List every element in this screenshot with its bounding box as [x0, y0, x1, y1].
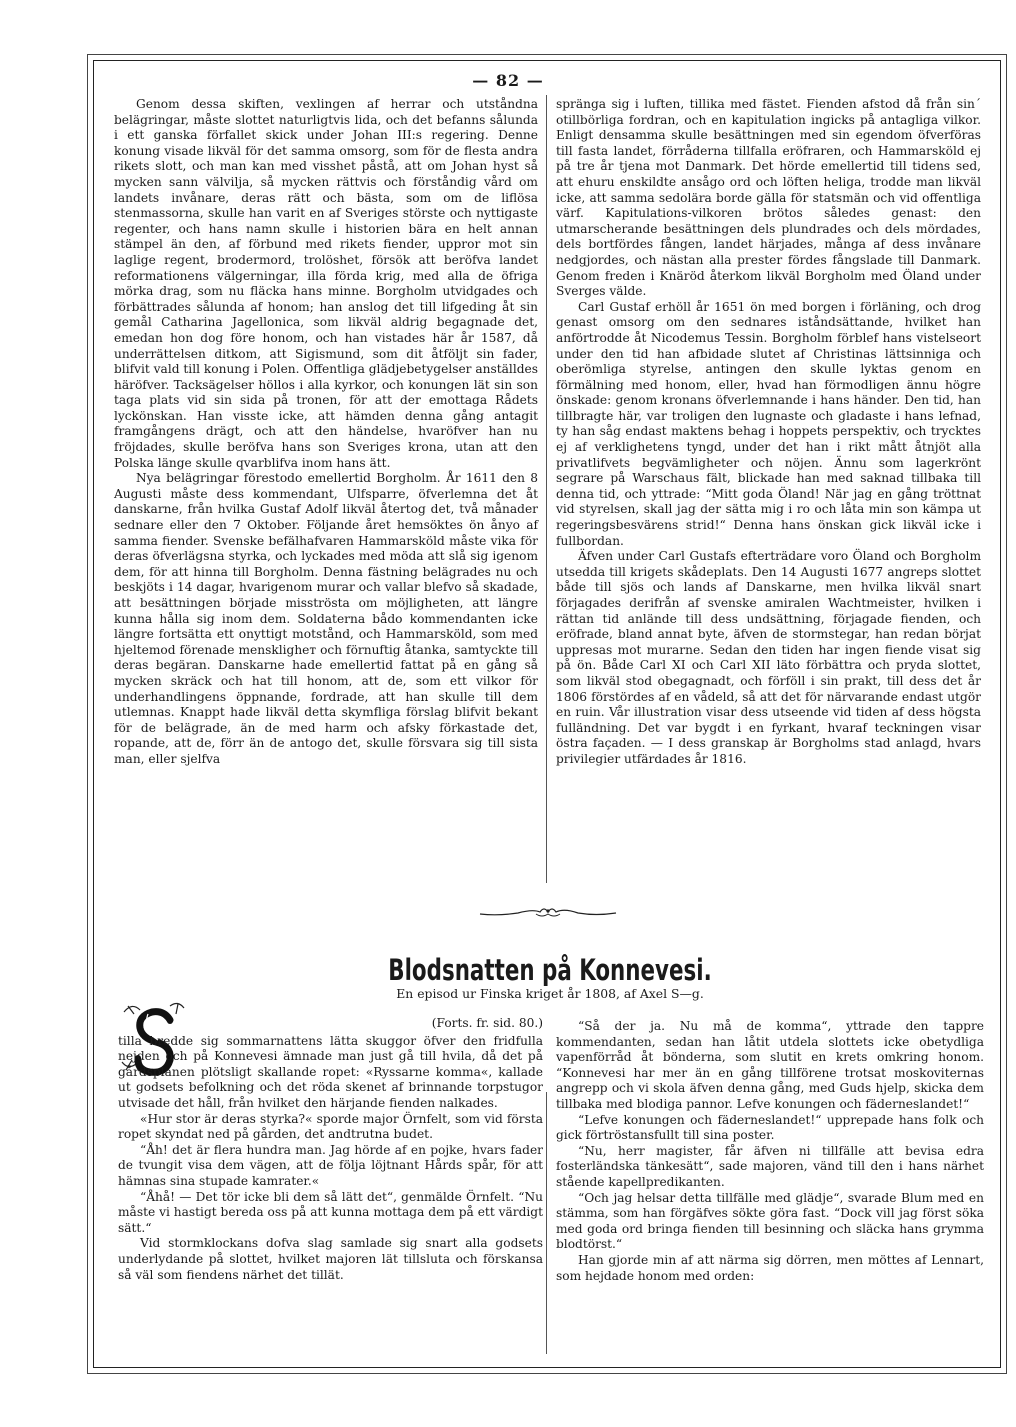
paragraph: “Lefve konungen och fäderneslandet!“ upprepade hans folk och gick förtröstansfullt till sina poster. — [556, 1112, 984, 1143]
page-number: — 82 — — [472, 71, 544, 90]
story-byline: En episod ur Finska kriget år 1808, af Axel S—g. — [396, 986, 704, 1001]
paragraph: Genom dessa skiften, vexlingen af herrar och utståndna belägringar, måste slottet naturligtvis lida, och det befanns sålunda i ett ganska förfallet skick under Johan III:s regering. Denne konung visade likväl för det samma omsorg, som för de flesta andra rikets slott, och man kan med visshet påstå, att om Johan hyst så mycken sann välvilja, så mycken rättvis och förståndig vård om landets invånare, deras rätt och bästa, som om de liflösa stenmassorna, skulle han varit en af Sveriges störste och nyttigaste regenter, och hans namn skulle i historien bära en helt annan stämpel än den, af förbund med rikets fiender, uppror mot sin laglige regent, brodermord, trolöshet, försök att beröfva landet reformationens välgerningar, illa förda krig, med alla de öfriga mörka drag, som nu fläcka hans minne. Borgholm utvidgades och förbättrades sålunda af honom; han anslog det till lifgeding åt sin gemål Catharina Jagellonica, som likväl aldrig begagnade det, emedan hon dog före honom, och han vistades här år 1587, då underrättelsen ditkom, att Sigismund, som dit åtföljt sin fader, blifvit vald till konung i Polen. Offentliga glädjebetygelser anställdes häröfver. Tacksägelser höllos i alla kyrkor, och konungen lät sin son taga plats vid sin sida på tronen, för att der emottaga Rådets lyckönskan. Han visste icke, att hämden denna gång antagit framgångens drägt, och att den händelse, hvaröfver han nu fröjdades, skulle beröfva hans son Sveriges krona, utan att den Polska länge skulle qvarblifva inom hans ätt. — [114, 97, 538, 470]
paragraph: spränga sig i luften, tillika med fästet. Fienden afstod då från sin´ otillbörliga fordran, och en kapitulation ingicks på antagliga vilkor. Enligt densamma skulle besättningen med sin egendom öfverföras till fasta landet, förråderna tillfalla eröfraren, och Hammarsköld ej på tre år tjena mot Danmark. Det hörde emellertid till tidens sed, att ehuru enskildte ansågo ord och löften heliga, trodde man likväl icke, att samma sedolära borde gälla för statsmän och vid offentliga värf. Kapitulations-vilkoren brötos således genast: den utmarscherande besättningen dels plundrades och dels mördades, dels bortfördes fången, landet härjades, många af dess invånare nedgjordes, och nästan alla prester fördes fångslade till Danmark. Genom freden i Knäröd återkom likväl Borgholm med Öland under Sverges välde. — [556, 97, 981, 299]
story-title: Blodsnatten på Konnevesi. — [388, 953, 712, 987]
paragraph: “Så der ja. Nu må de komma“, yttrade den tappre kommendanten, sedan han låtit utdela slottets icke obetydliga vapenförråd åt bönderna, som slutit en krets omkring honom. “Konnevesi har mer än en gång tillförene trotsat moskoviternas angrepp och vi skola äfven denna gång, med Guds hjelp, skicka dem tillbaka med blodiga pannor. Lefve konungen och fäderneslandet!“ — [556, 1019, 984, 1111]
flourish-ornament-icon — [478, 903, 618, 921]
column-rule-bottom — [546, 1092, 547, 1354]
paragraph: Carl Gustaf erhöll år 1651 ön med borgen i förläning, och drog genast omsorg om den sednares iståndsättande, hvilket han anförtrodde åt Nicodemus Tessin. Borgholm förblef hans vistelseort under den tid han afbidade slutet af Christinas lättsinniga och oberömliga styrelse, antingen den skulle lyktas genom en förmälning med honom, eller, hvad han förmodligen ännu högre önskade: genom kronans öfverlemnande i hans händer. Den tid, han tillbragte här, var troligen den lugnaste och gladaste i hans lefnad, ty han såg endast maktens behag i hoppets perspektiv, och trycktes ej af verklighetens tyngd, under det han i rikt mått åtnjöt alla privatlifvets begvämligheter och nöjen. Ännu som lagerkrönt segrare på Warschaus fält, blickade han med saknad tillbaka till denna tid, och yttrade: “Mitt goda Öland! När jag en gång tröttnat vid styrelsen, skall jag der sätta mig i ro och låta min son kämpa ut regeringsbesvärens strid!“ Denna hans önskan gick likväl icke i fullbordan. — [556, 299, 981, 548]
paragraph: tilla bredde sig sommarnattens lätta skuggor öfver den fridfulla nejden och på Konnevesi ämnade man just gå till hvila, då det på gårdsplanen plötsligt skallande ropet: «Ryssarne komma«, kallade ut godsets befolkning och det röda skenet af brinnande torpstugor utvisade det håll, från hvilket den härjande fienden nalkades. — [118, 1033, 543, 1110]
paragraph: “Åhå! — Det tör icke bli dem så lätt det“, genmälde Örnfelt. “Nu måste vi hastigt bereda oss på att kunna mottaga dem på ett värdigt sätt.“ — [118, 1189, 543, 1235]
paragraph: “Nu, herr magister, får äfven ni tillfälle att bevisa edra fosterländska tänkesätt“, sade majoren, vänd till den i hans närhet stående kapellpredikanten. — [556, 1143, 984, 1189]
paragraph: Äfven under Carl Gustafs efterträdare voro Öland och Borgholm utsedda till krigets skådeplats. Den 14 Augusti 1677 angreps slottet både till sjös och lands af Danskarne, men hvilka likväl snart förjagades derifrån af svenske amiralen Wachtmeister, hvilken i rättan tid anlände till dess undsättning, förjagade fienden, och eröfrade, bland annat byte, äfven de stormstegar, han redan börjat uppresas mot murarne. Sedan den tiden har ingen fiende visat sig på ön. Både Carl XI och Carl XII läto förbättra och pryda slottet, som likväl stod obegagnadt, och förföll i sin prakt, till dess det år 1806 förstördes af en vådeld, så att det för närvarande endast utgör en ruin. Vår illustration visar dess utseende vid tiden af dess högsta fulländning. Det var bygdt i en fyrkant, hvaraf teckningen visar östra façaden. — I dess granskap är Borgholms stad anlagd, hvars privilegier utfärdades år 1816. — [556, 549, 981, 766]
paragraph: “Åh! det är flera hundra man. Jag hörde af en pojke, hvars fader de tvungit visa dem vägen, att de följa löjtnant Hårds spår, för att hämnas sina stupade kamrater.« — [118, 1142, 543, 1188]
paragraph: “Och jag helsar detta tillfälle med glädje“, svarade Blum med en stämma, som han förgäfves sökte göra fast. “Dock vill jag först söka med goda ord bringa fienden till besinning och släcka hans grymma blodtörst.“ — [556, 1190, 984, 1252]
paragraph: Nya belägringar förestodo emellertid Borgholm. År 1611 den 8 Augusti måste dess kommendant, Ulfsparre, öfverlemna det åt danskarne, från hvilka Gustaf Adolf likväl återtog det, två månader sednare eller den 7 Oktober. Följande året hemsöktes ön ånyo af samma fiender. Svenske befälhafvaren Hammarsköld måste vika för deras öfverlägsna styrka, och lyckades med möda att slå sig igenom dem, för att hinna till Borgholm. Denna fästning belägrades nu och beskjöts i 14 dagar, hvarigenom murar och vallar blefvo så skadade, att besättningen började misströsta om möjligheten, att längre kunna hålla sig inom dem. Soldaterna bådo kommendanten icke längre fortsätta ett onyttigt motstånd, och Hammarsköld, som med hjeltemod förenade menskligheт och förnuftig åtanka, samtyckte till deras begäran. Danskarne hade emellertid fattat på en gång så mycken skräck och hat till honom, att de, som ett vilkor för underhandlingens öppnande, fordrade, att han skulle till dem utlemnas. Knappt hade likväl detta skymfliga förslag blifvit bekant för de belägrade, än de med harm och afsky förkastade det, ropande, att de, förr än de antogo det, skulle försvara sig till sista man, eller sjelfva — [114, 471, 538, 766]
paragraph: Han gjorde min af att närma sig dörren, men möttes af Lennart, som hejdade honom med orden: — [556, 1252, 984, 1283]
column-bottom-left — [118, 1016, 543, 1283]
column-rule-top — [546, 95, 547, 883]
column-top-right — [556, 97, 981, 768]
column-top-left — [114, 97, 538, 768]
column-bottom-right — [556, 1019, 984, 1284]
paragraph: «Hur stor är deras styrka?« sporde major Örnfelt, som vid första ropet skyndat ned på gården, det andtrutna budet. — [118, 1111, 543, 1142]
continuation-note: (Forts. fr. sid. 80.) — [431, 1016, 543, 1030]
paragraph: Vid stormklockans dofva slag samlade sig snart alla godsets underlydande på slottet, hvilket majoren lät tillsluta och förskansa så väl som fiendens närhet det tillät. — [118, 1236, 543, 1282]
